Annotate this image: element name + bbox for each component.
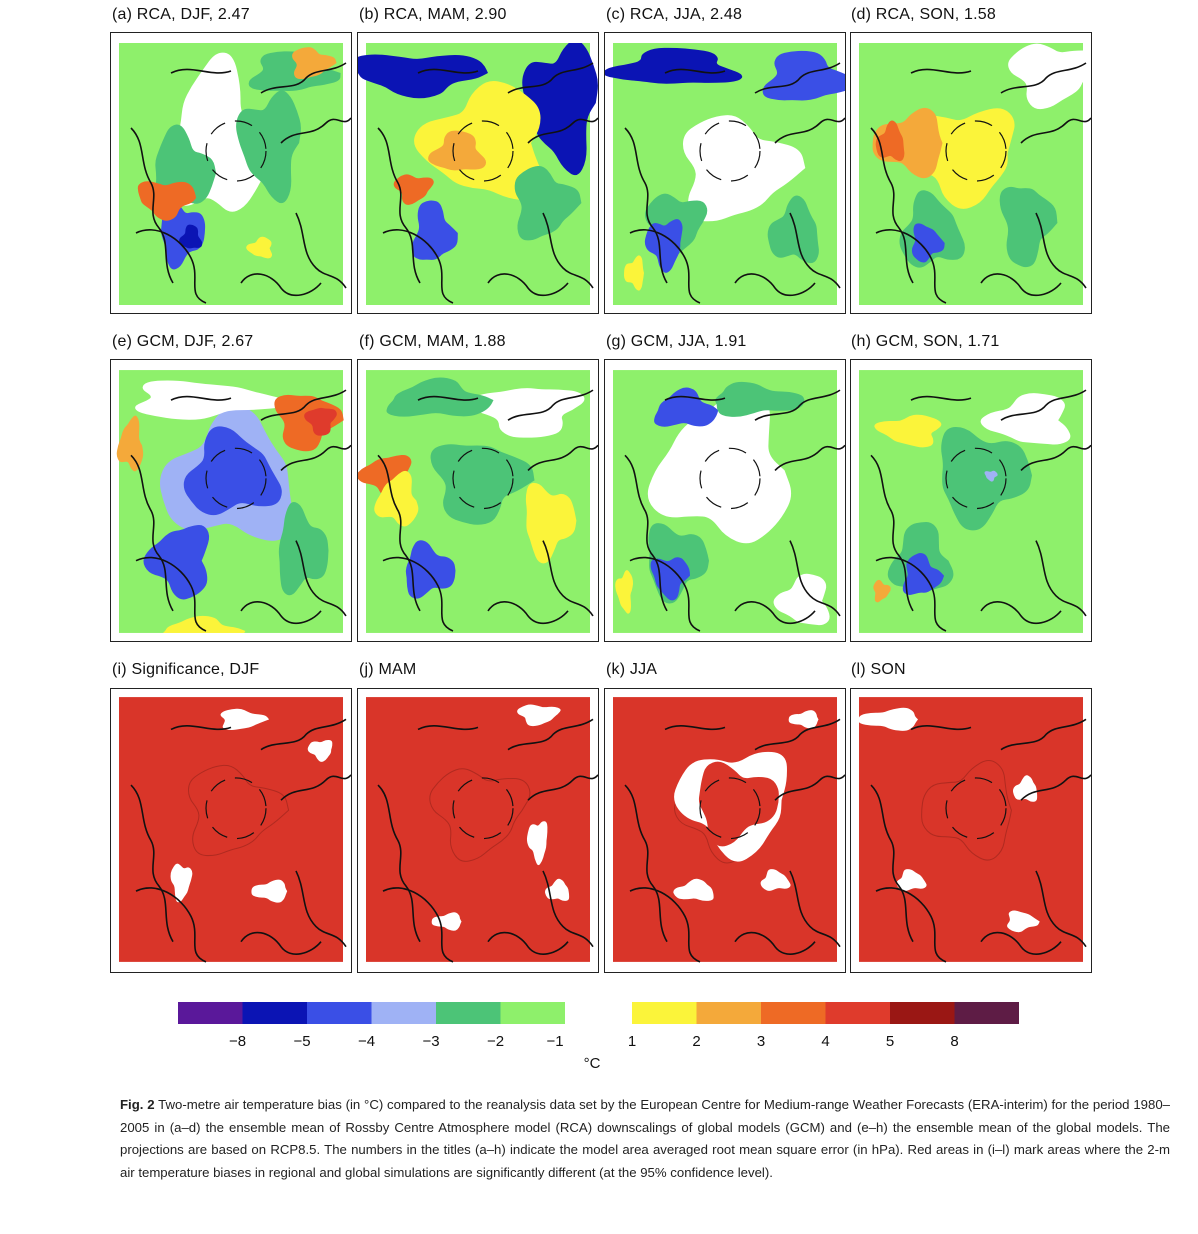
panel-title-l: (l) SON [851, 661, 906, 678]
map-panel-b [357, 32, 599, 314]
caption-text: Two-metre air temperature bias (in °C) compared to the reanalysis data set by the European Centre for Medium-range Weather Forecasts (ERA-interim) for the period 1980–2005 in (a–d) the ensemble mean of Rossby Centre Atmosphere model (RCA) downscalings of global models (GCM) and (e–h) the ensemble mean of the global models. The projections are based on RCP8.5. The numbers in the titles (a–h) indicate the model area averaged root mean square error (in hPa). Red areas in (i–l) mark areas where the 2-m air temperature biases in regional and global simulations are significantly different (at the 95% confidence level). [120, 1097, 1170, 1180]
colorbar-tick-label: 4 [821, 1033, 830, 1050]
colorbar-tick-label: 1 [627, 1033, 637, 1050]
panel-title-b: (b) RCA, MAM, 2.90 [359, 6, 507, 23]
significance-field [119, 697, 343, 962]
colorbar-unit: °C [583, 1055, 601, 1072]
map-panel-g [604, 359, 846, 642]
colorbar-negative-swatch [372, 1002, 437, 1024]
colorbar-tick-label: −8 [228, 1033, 247, 1050]
colorbar-positive-swatch [697, 1002, 762, 1024]
map-panel-i [110, 688, 352, 973]
caption-label: Fig. 2 [120, 1097, 155, 1112]
map-panel-l [850, 688, 1092, 973]
colorbar-negative-swatch [436, 1002, 501, 1024]
map-panel-k [604, 688, 846, 973]
colorbar-tick-label: −5 [293, 1033, 311, 1050]
significance-field [859, 697, 1083, 962]
colorbar-tick-label: 5 [885, 1033, 895, 1050]
panel-title-f: (f) GCM, MAM, 1.88 [359, 333, 506, 350]
panel-title-g: (g) GCM, JJA, 1.91 [606, 333, 747, 350]
map-panel-c [604, 32, 846, 314]
colorbar-tick-label: −2 [486, 1033, 505, 1050]
colorbar-positive-swatch [955, 1002, 1020, 1024]
colorbar-tick-label: 3 [756, 1033, 766, 1050]
panel-title-j: (j) MAM [359, 661, 417, 678]
colorbar-tick-label: 8 [950, 1033, 959, 1050]
panel-title-h: (h) GCM, SON, 1.71 [851, 333, 1000, 350]
panel-title-c: (c) RCA, JJA, 2.48 [606, 6, 743, 23]
figure-caption [120, 1094, 1170, 1184]
map-panel-d [850, 32, 1092, 314]
panel-title-i: (i) Significance, DJF [112, 661, 260, 678]
colorbar-positive-swatch [632, 1002, 697, 1024]
colorbar-positive-swatch [890, 1002, 955, 1024]
panel-title-k: (k) JJA [606, 661, 658, 678]
colorbar-tick-label: −1 [546, 1033, 564, 1050]
map-panel-j [357, 688, 599, 973]
panel-title-d: (d) RCA, SON, 1.58 [851, 6, 996, 23]
colorbar-tick-label: −4 [357, 1033, 376, 1050]
colorbar-tick-label: 2 [692, 1033, 701, 1050]
colorbar-positive-swatch [826, 1002, 891, 1024]
map-panel-e [110, 359, 352, 642]
colorbar-negative-swatch [243, 1002, 308, 1024]
panel-title-e: (e) GCM, DJF, 2.67 [112, 333, 254, 350]
colorbar-positive-swatch [761, 1002, 826, 1024]
colorbar-negative-swatch [307, 1002, 372, 1024]
colorbar-negative-swatch [178, 1002, 243, 1024]
panel-title-a: (a) RCA, DJF, 2.47 [112, 6, 250, 23]
colorbar-negative-swatch [501, 1002, 566, 1024]
colorbar-tick-label: −3 [422, 1033, 440, 1050]
map-panel-f [357, 359, 599, 642]
map-panel-h [850, 359, 1092, 642]
significance-field [366, 697, 590, 962]
map-panel-a [110, 32, 352, 314]
